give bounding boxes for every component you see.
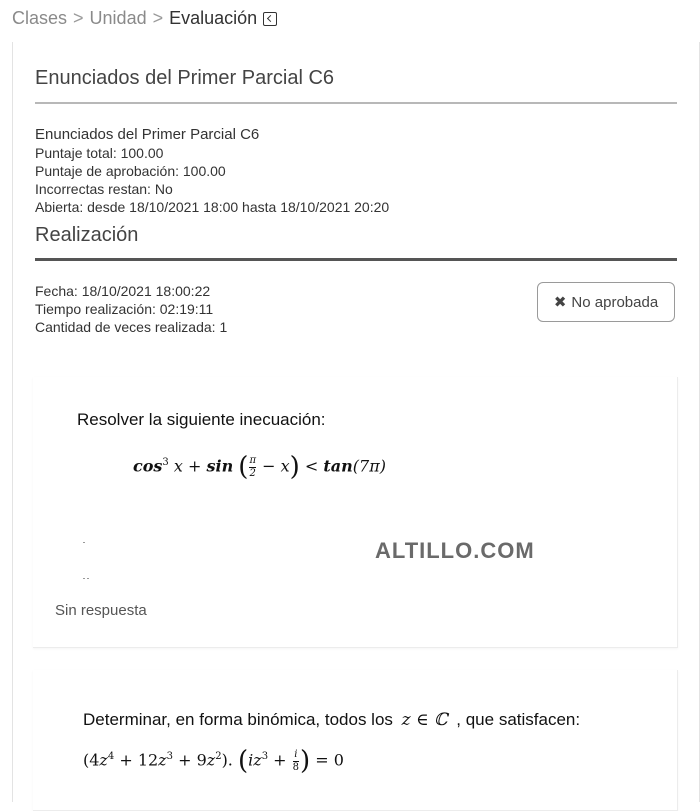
decoration-dot — [83, 542, 85, 543]
status-label: No aprobada — [571, 293, 659, 311]
breadcrumb — [12, 8, 277, 29]
question-prompt — [83, 710, 580, 730]
question-card — [33, 670, 678, 811]
attempt-duration: Tiempo realización: 02:19:11 — [35, 301, 214, 317]
close-icon: ✖ — [553, 294, 567, 311]
negative-marking: Incorrectas restan: No — [35, 181, 173, 197]
section-title-realizacion: Realización — [35, 224, 139, 246]
question-formula: $\cos^3 x + \sin$ ( $\frac{\pi}{2}$ − x) < tan(7π) — [133, 452, 386, 482]
question-formula: $(4z^4 + 12z^3 + 9z^2)$. ($iz^3$ + $\frac{i}{8}$ ) = 0 — [83, 746, 344, 776]
status-badge[interactable] — [537, 282, 675, 322]
evaluation-panel — [12, 42, 700, 802]
attempt-info — [35, 282, 227, 336]
collapse-left-icon[interactable] — [263, 12, 277, 26]
question-prompt-end: , que satisfacen: — [456, 710, 581, 729]
attempt-count: Cantidad de veces realizada: 1 — [35, 319, 228, 335]
breadcrumb-clases[interactable]: Clases — [12, 8, 68, 28]
section-divider — [35, 258, 677, 261]
breadcrumb-separator: > — [73, 8, 84, 28]
breadcrumb-separator: > — [152, 8, 164, 28]
decoration-dot — [87, 578, 89, 579]
decoration-dot — [83, 578, 85, 579]
exam-info — [35, 126, 389, 216]
question-prompt-math: z ∈ ℂ — [401, 710, 448, 730]
question-prompt-start: Determinar, en forma binómica, todos los — [83, 710, 393, 729]
breadcrumb-current: Evaluación — [169, 8, 258, 28]
total-score: Puntaje total: 100.00 — [35, 145, 164, 161]
watermark: ALTILLO.COM — [375, 538, 535, 563]
page-title: Enunciados del Primer Parcial C6 — [35, 67, 335, 89]
question-prompt: Resolver la siguiente inecuación: — [77, 410, 326, 429]
breadcrumb-unidad[interactable]: Unidad — [89, 8, 147, 28]
answer-status: Sin respuesta — [55, 602, 147, 619]
attempt-date: Fecha: 18/10/2021 18:00:22 — [35, 283, 211, 299]
title-divider — [35, 102, 677, 104]
pass-score: Puntaje de aprobación: 100.00 — [35, 163, 226, 179]
exam-name: Enunciados del Primer Parcial C6 — [35, 126, 260, 143]
open-period: Abierta: desde 18/10/2021 18:00 hasta 18/10/2021 20:20 — [35, 199, 390, 215]
